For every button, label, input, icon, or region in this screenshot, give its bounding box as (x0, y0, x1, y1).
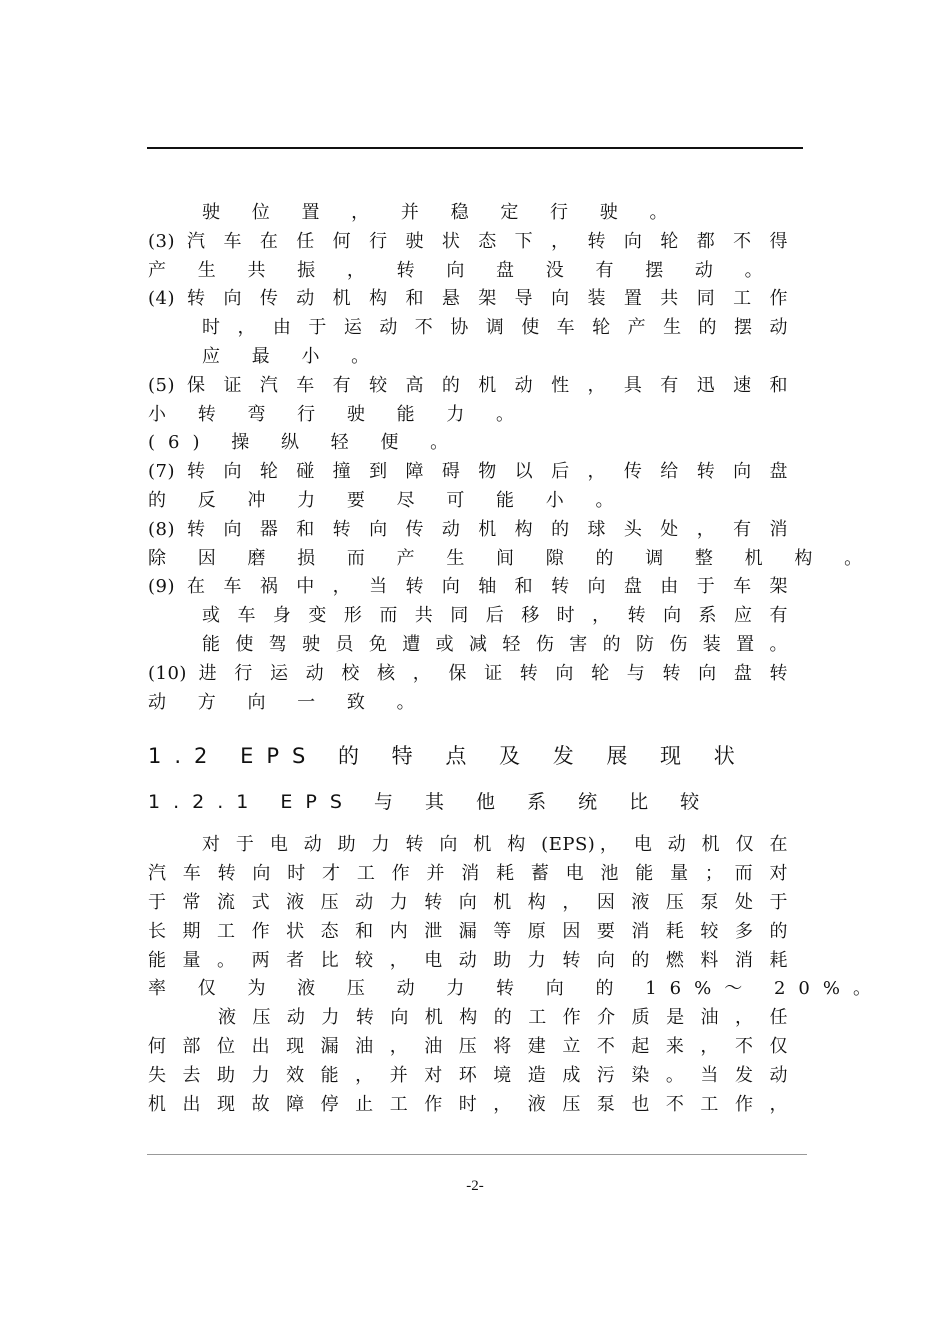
text-line: 应 最 小 。 (202, 345, 383, 367)
text-line: (9) 在 车 祸 中 ， 当 转 向 轴 和 转 向 盘 由 于 车 架 (148, 576, 788, 598)
requirements-list (148, 199, 876, 717)
text-line: (8) 转 向 器 和 转 向 传 动 机 构 的 球 头 处 ， 有 消 (148, 518, 788, 540)
text-line: 的 反 冲 力 要 尽 可 能 小 。 (148, 489, 627, 511)
text-line: 小 转 弯 行 驶 能 力 。 (148, 403, 528, 425)
text-line: 汽 车 转 向 时 才 工 作 并 消 耗 蓄 电 池 能 量 ； 而 对 (148, 863, 788, 885)
text-line: 能 使 驾 驶 员 免 遭 或 减 轻 伤 害 的 防 伤 装 置 。 (202, 633, 788, 655)
comparison-paragraphs (148, 831, 884, 1119)
text-line: (4) 转 向 传 动 机 构 和 悬 架 导 向 装 置 共 同 工 作 (148, 288, 788, 310)
text-line: (3) 汽 车 在 任 何 行 驶 状 态 下 ， 转 向 轮 都 不 得 (148, 230, 788, 252)
page-number: -2- (466, 1178, 484, 1194)
subsection-heading: 1.2.1 EPS 与 其 他 系 统 比 较 (148, 791, 713, 814)
header-rule (147, 147, 803, 149)
text-line: (10) 进 行 运 动 校 核 ， 保 证 转 向 轮 与 转 向 盘 转 (148, 662, 788, 684)
text-line: 能 量 。 两 者 比 较 ， 电 动 助 力 转 向 的 燃 料 消 耗 (148, 949, 788, 971)
text-line: 液 压 动 力 转 向 机 构 的 工 作 介 质 是 油 ， 任 (218, 1007, 788, 1029)
text-line: 机 出 现 故 障 停 止 工 作 时 ， 液 压 泵 也 不 工 作 ， (148, 1093, 788, 1115)
text-line: (5) 保 证 汽 车 有 较 高 的 机 动 性 ， 具 有 迅 速 和 (148, 374, 788, 396)
text-line: 或 车 身 变 形 而 共 同 后 移 时 ， 转 向 系 应 有 (202, 605, 788, 627)
text-line: 长 期 工 作 状 态 和 内 泄 漏 等 原 因 要 消 耗 较 多 的 (148, 920, 788, 942)
text-line: 率 仅 为 液 压 动 力 转 向 的 16%～ 20%。 (148, 978, 884, 1000)
text-line: (7) 转 向 轮 碰 撞 到 障 碍 物 以 后 ， 传 给 转 向 盘 (148, 461, 788, 483)
page-body (148, 199, 884, 1119)
text-line: (6) 操 纵 轻 便 。 (148, 432, 462, 454)
text-line: 除 因 磨 损 而 产 生 间 隙 的 调 整 机 构 。 (148, 547, 876, 569)
text-line: 产 生 共 振 ， 转 向 盘 没 有 摆 动 。 (148, 259, 776, 281)
text-line: 于 常 流 式 液 压 动 力 转 向 机 构 ， 因 液 压 泵 处 于 (148, 891, 788, 913)
text-line: 驶 位 置 ， 并 稳 定 行 驶 。 (202, 202, 681, 223)
section-heading: 1.2 EPS 的 特 点 及 发 展 现 状 (148, 744, 748, 769)
text-line: 对 于 电 动 助 力 转 向 机 构 (EPS)， 电 动 机 仅 在 (202, 834, 788, 856)
text-line: 失 去 助 力 效 能 ， 并 对 环 境 造 成 污 染 。 当 发 动 (148, 1064, 788, 1086)
footer-rule (147, 1154, 807, 1155)
text-line: 时 ， 由 于 运 动 不 协 调 使 车 轮 产 生 的 摆 动 (202, 317, 788, 339)
text-line: 动 方 向 一 致 。 (148, 691, 428, 713)
text-line: 何 部 位 出 现 漏 油 ， 油 压 将 建 立 不 起 来 ， 不 仅 (148, 1035, 788, 1057)
